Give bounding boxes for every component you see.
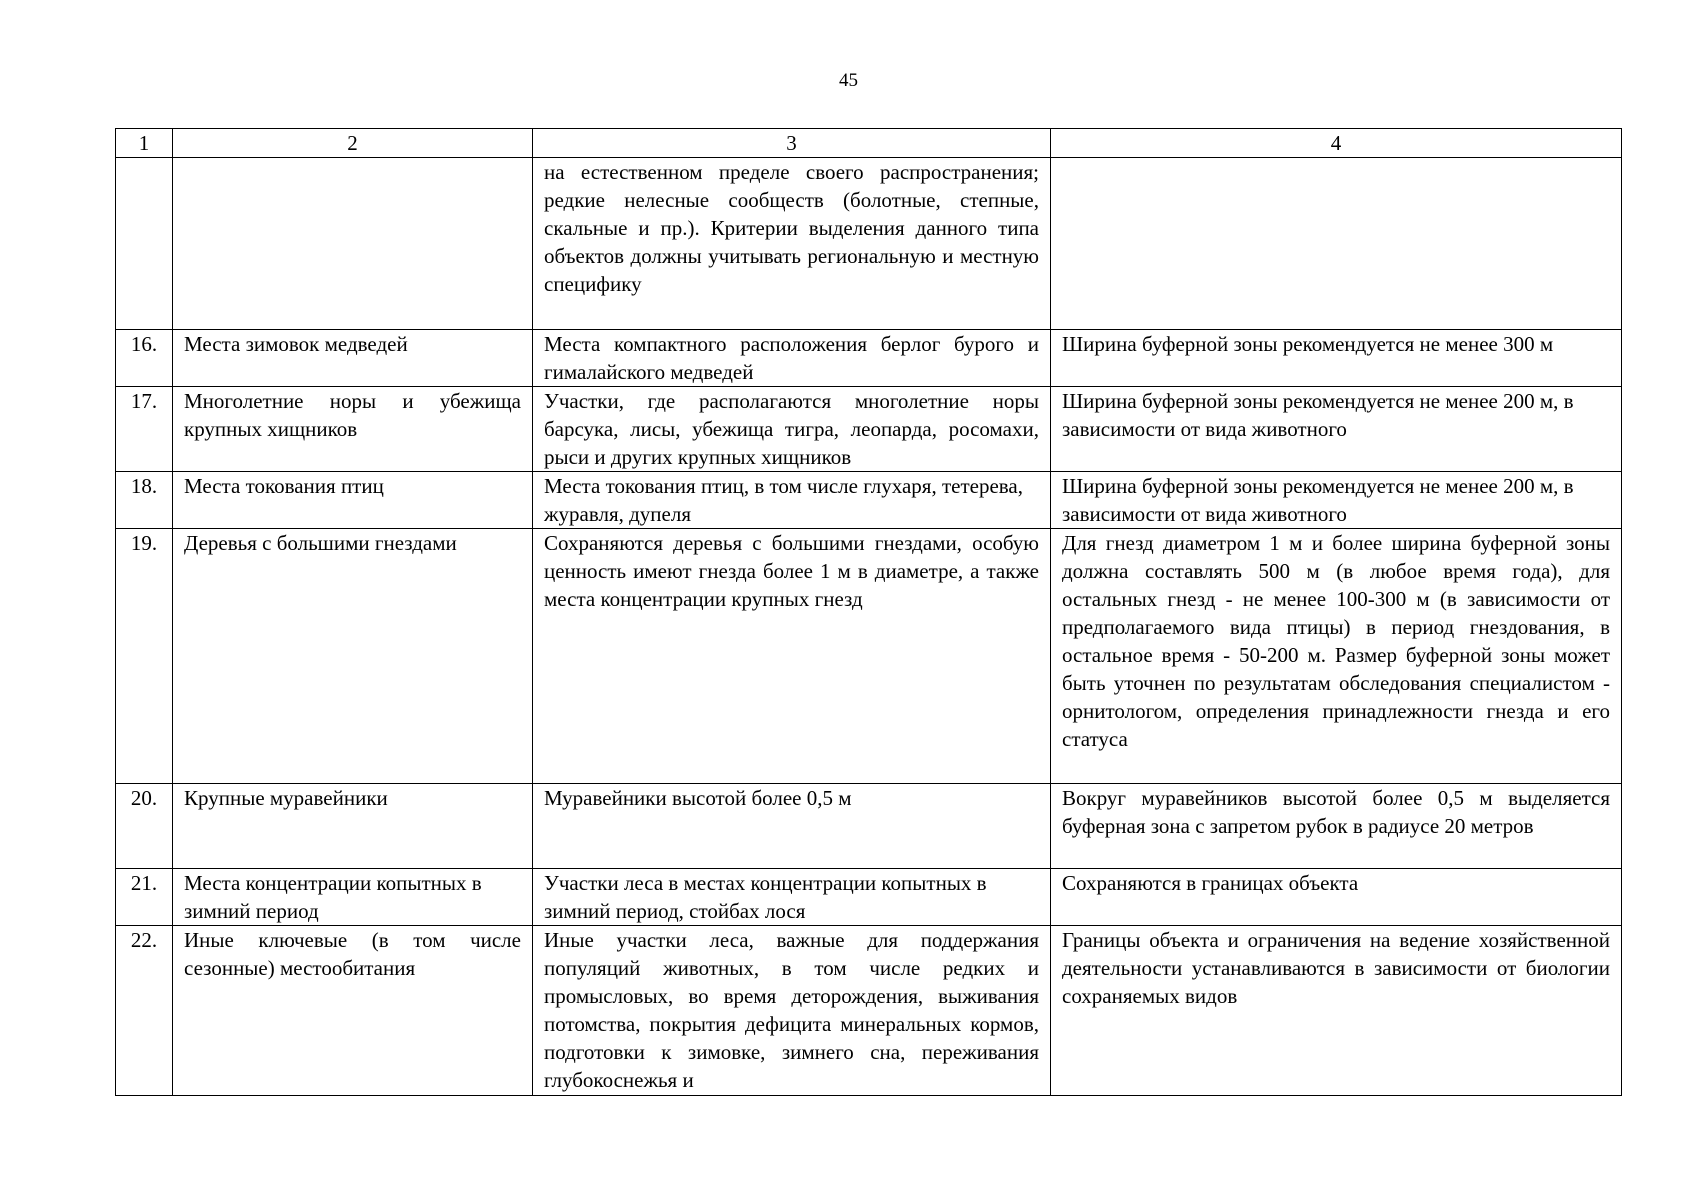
document-table — [115, 128, 1622, 1096]
row-number: 20. — [116, 784, 173, 869]
row-description: Места компактного расположения берлог бурого и гималайского медведей — [533, 330, 1051, 387]
row-number: 19. — [116, 529, 173, 784]
row-object-name: Иные ключевые (в том числе сезонные) местообитания — [173, 926, 533, 1096]
table-row — [116, 784, 1622, 869]
row-object-name: Крупные муравейники — [173, 784, 533, 869]
table-row — [116, 529, 1622, 784]
row-description: Места токования птиц, в том числе глухаря, тетерева, журавля, дупеля — [533, 472, 1051, 529]
row-number: 22. — [116, 926, 173, 1096]
row-buffer-zone: Для гнезд диаметром 1 м и более ширина буферной зоны должна составлять 500 м (в любое время года), для остальных гнезд - не менее 100-300 м (в зависимости от предполагаемого вида птицы) в период гнездования, в остальное время - 50-200 м. Размер буферной зоны может быть уточнен по результатам обследования специалистом - орнитологом, определения принадлежности гнезда и его статуса — [1051, 529, 1622, 784]
table-row — [116, 330, 1622, 387]
row-number: 17. — [116, 387, 173, 472]
row-number: 21. — [116, 869, 173, 926]
row-number — [116, 158, 173, 330]
row-object-name: Места токования птиц — [173, 472, 533, 529]
table-row — [116, 158, 1622, 330]
row-buffer-zone — [1051, 158, 1622, 330]
row-description: Иные участки леса, важные для поддержания популяций животных, в том числе редких и промысловых, во время деторождения, выживания потомства, покрытия дефицита минеральных кормов, подготовки к зимовке, зимнего сна, переживания глубокоснежья и — [533, 926, 1051, 1096]
row-object-name: Деревья с большими гнездами — [173, 529, 533, 784]
row-object-name: Места зимовок медведей — [173, 330, 533, 387]
header-cell-3: 3 — [533, 129, 1051, 158]
row-buffer-zone: Сохраняются в границах объекта — [1051, 869, 1622, 926]
header-cell-2: 2 — [173, 129, 533, 158]
table-row — [116, 472, 1622, 529]
row-buffer-zone: Ширина буферной зоны рекомендуется не менее 200 м, в зависимости от вида животного — [1051, 472, 1622, 529]
table-row — [116, 869, 1622, 926]
row-buffer-zone: Ширина буферной зоны рекомендуется не менее 300 м — [1051, 330, 1622, 387]
row-description: Участки, где располагаются многолетние норы барсука, лисы, убежища тигра, леопарда, росомахи, рыси и других крупных хищников — [533, 387, 1051, 472]
row-buffer-zone: Вокруг муравейников высотой более 0,5 м выделяется буферная зона с запретом рубок в радиусе 20 метров — [1051, 784, 1622, 869]
header-cell-4: 4 — [1051, 129, 1622, 158]
row-object-name: Многолетние норы и убежища крупных хищников — [173, 387, 533, 472]
table-row — [116, 387, 1622, 472]
row-number: 18. — [116, 472, 173, 529]
row-description: Сохраняются деревья с большими гнездами, особую ценность имеют гнезда более 1 м в диаметре, а также места концентрации крупных гнезд — [533, 529, 1051, 784]
row-object-name — [173, 158, 533, 330]
row-number: 16. — [116, 330, 173, 387]
row-description: Участки леса в местах концентрации копытных в зимний период, стойбах лося — [533, 869, 1051, 926]
row-description: Муравейники высотой более 0,5 м — [533, 784, 1051, 869]
table-row — [116, 926, 1622, 1096]
row-object-name: Места концентрации копытных в зимний период — [173, 869, 533, 926]
header-cell-1: 1 — [116, 129, 173, 158]
row-description: на естественном пределе своего распространения; редкие нелесные сообществ (болотные, степные, скальные и пр.). Критерии выделения данного типа объектов должны учитывать региональную и местную специфику — [533, 158, 1051, 330]
page-number: 45 — [839, 70, 858, 91]
row-buffer-zone: Границы объекта и ограничения на ведение хозяйственной деятельности устанавливаются в зависимости от биологии сохраняемых видов — [1051, 926, 1622, 1096]
row-buffer-zone: Ширина буферной зоны рекомендуется не менее 200 м, в зависимости от вида животного — [1051, 387, 1622, 472]
table-header-row — [116, 129, 1622, 158]
